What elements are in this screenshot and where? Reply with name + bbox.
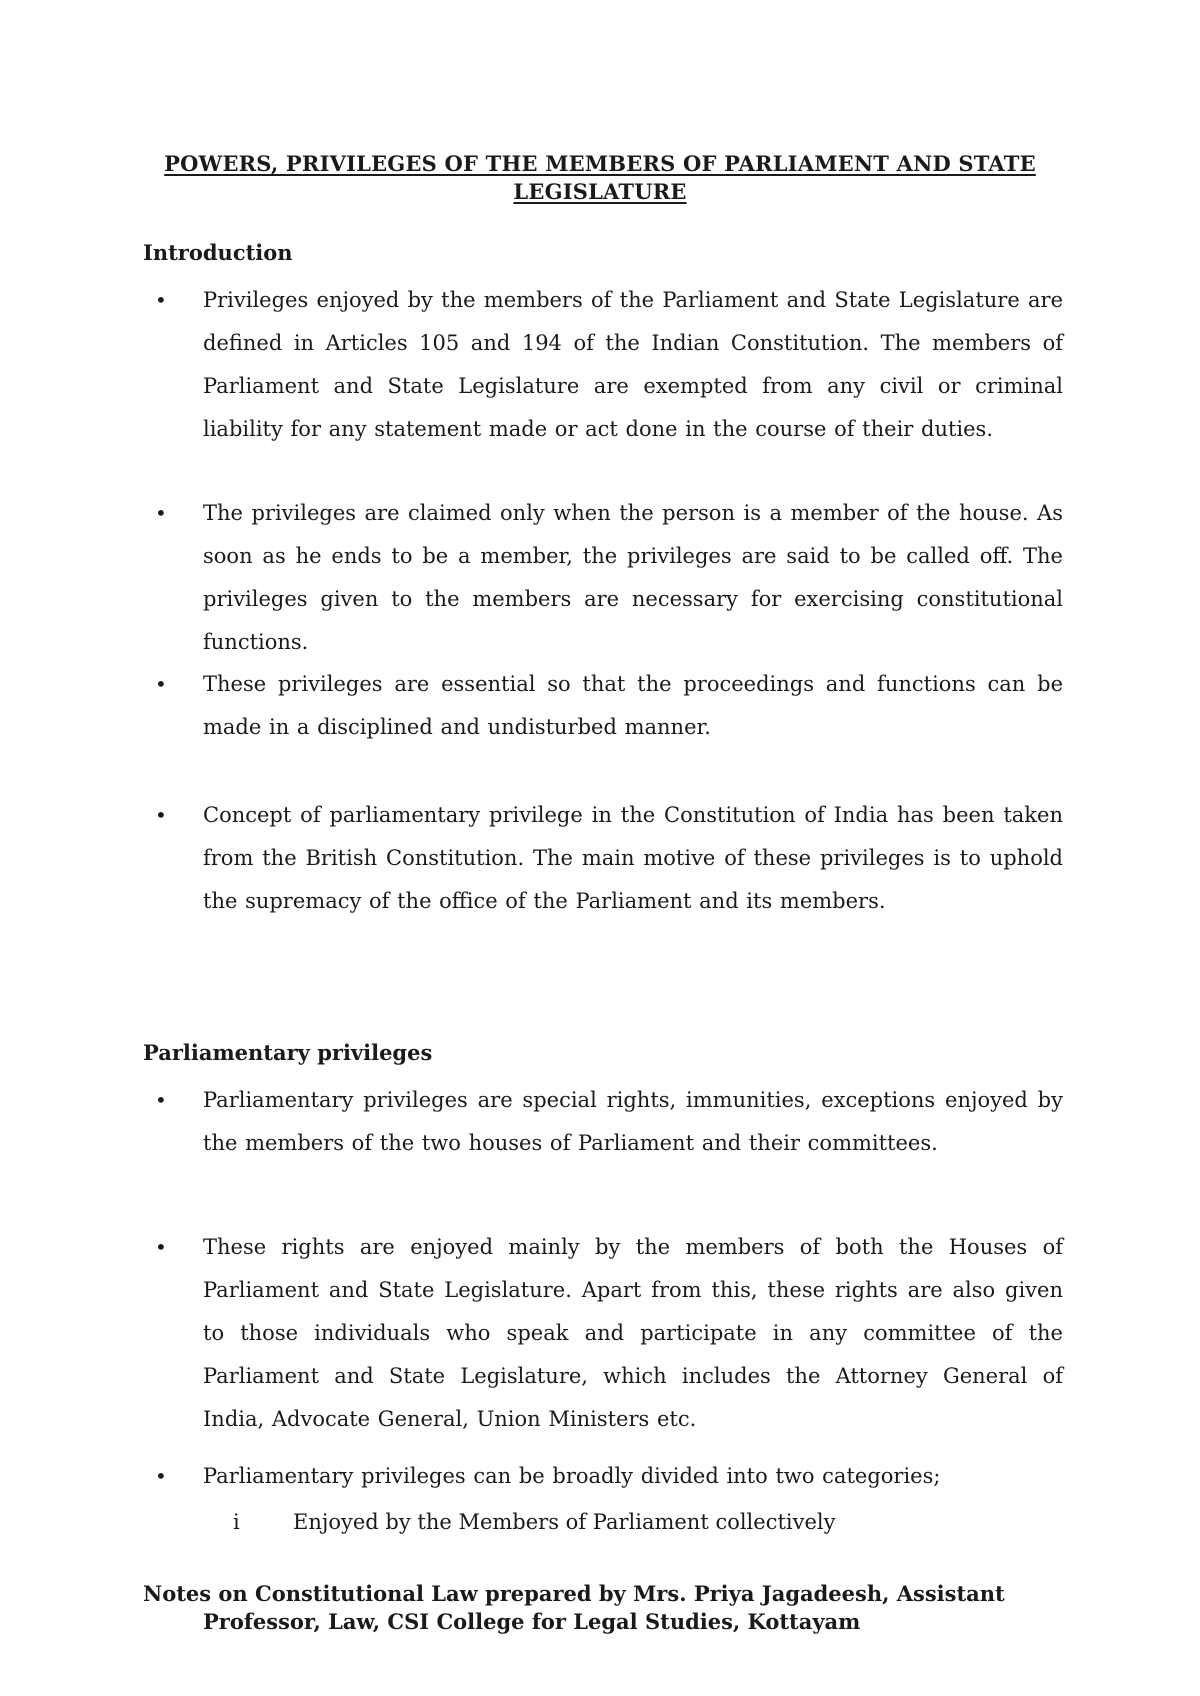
bullet-icon: • (155, 1235, 167, 1259)
bullet-icon: • (155, 1088, 167, 1112)
page-footer (143, 1580, 1068, 1636)
list-item (143, 1455, 1063, 1498)
bullet-icon: • (155, 288, 167, 312)
list-item-text: Parliamentary privileges are special rights, immunities, exceptions enjoyed by the members of the two houses of Parliament and their committees. (203, 1088, 1063, 1155)
list-item (143, 492, 1063, 664)
list-item (143, 1079, 1063, 1165)
list-item-text: The privileges are claimed only when the person is a member of the house. As soon as he ends to be a member, the privileges are said to be called off. The privileges given to the members are necessary for exercising constitutional functions. (203, 501, 1063, 654)
page-title: POWERS, PRIVILEGES OF THE MEMBERS OF PARLIAMENT AND STATE LEGISLATURE (164, 151, 1036, 204)
section-heading-introduction: Introduction (143, 240, 293, 265)
list-item-text: Parliamentary privileges can be broadly divided into two categories; (203, 1464, 941, 1488)
sub-list-item (233, 1501, 1073, 1544)
bullet-icon: • (155, 672, 167, 696)
bullet-icon: • (155, 501, 167, 525)
footer-line-2: Professor, Law, CSI College for Legal Studies, Kottayam (203, 1609, 861, 1634)
sub-list-marker: i (233, 1510, 240, 1534)
section-heading-parliamentary-privileges: Parliamentary privileges (143, 1040, 433, 1065)
bullet-icon: • (155, 803, 167, 827)
list-item (143, 794, 1063, 923)
sub-list-item-text: Enjoyed by the Members of Parliament collectively (293, 1510, 836, 1534)
list-item (143, 663, 1063, 749)
list-item (143, 279, 1063, 451)
list-item-text: These rights are enjoyed mainly by the members of both the Houses of Parliament and State Legislature. Apart from this, these rights are also given to those individuals who speak and participate in any committee of the Parliament and State Legislature, which includes the Attorney General of India, Advocate General, Union Ministers etc. (203, 1235, 1063, 1431)
list-item-text: Concept of parliamentary privilege in the Constitution of India has been taken from the British Constitution. The main motive of these privileges is to uphold the supremacy of the office of the Parliament and its members. (203, 803, 1063, 913)
list-item-text: Privileges enjoyed by the members of the Parliament and State Legislature are defined in Articles 105 and 194 of the Indian Constitution. The members of Parliament and State Legislature are exempted from any civil or criminal liability for any statement made or act done in the course of their duties. (203, 288, 1063, 441)
footer-line-1: Notes on Constitutional Law prepared by Mrs. Priya Jagadeesh, Assistant (143, 1581, 1005, 1606)
bullet-icon: • (155, 1464, 167, 1488)
list-item (143, 1226, 1063, 1441)
list-item-text: These privileges are essential so that the proceedings and functions can be made in a disciplined and undisturbed manner. (203, 672, 1063, 739)
